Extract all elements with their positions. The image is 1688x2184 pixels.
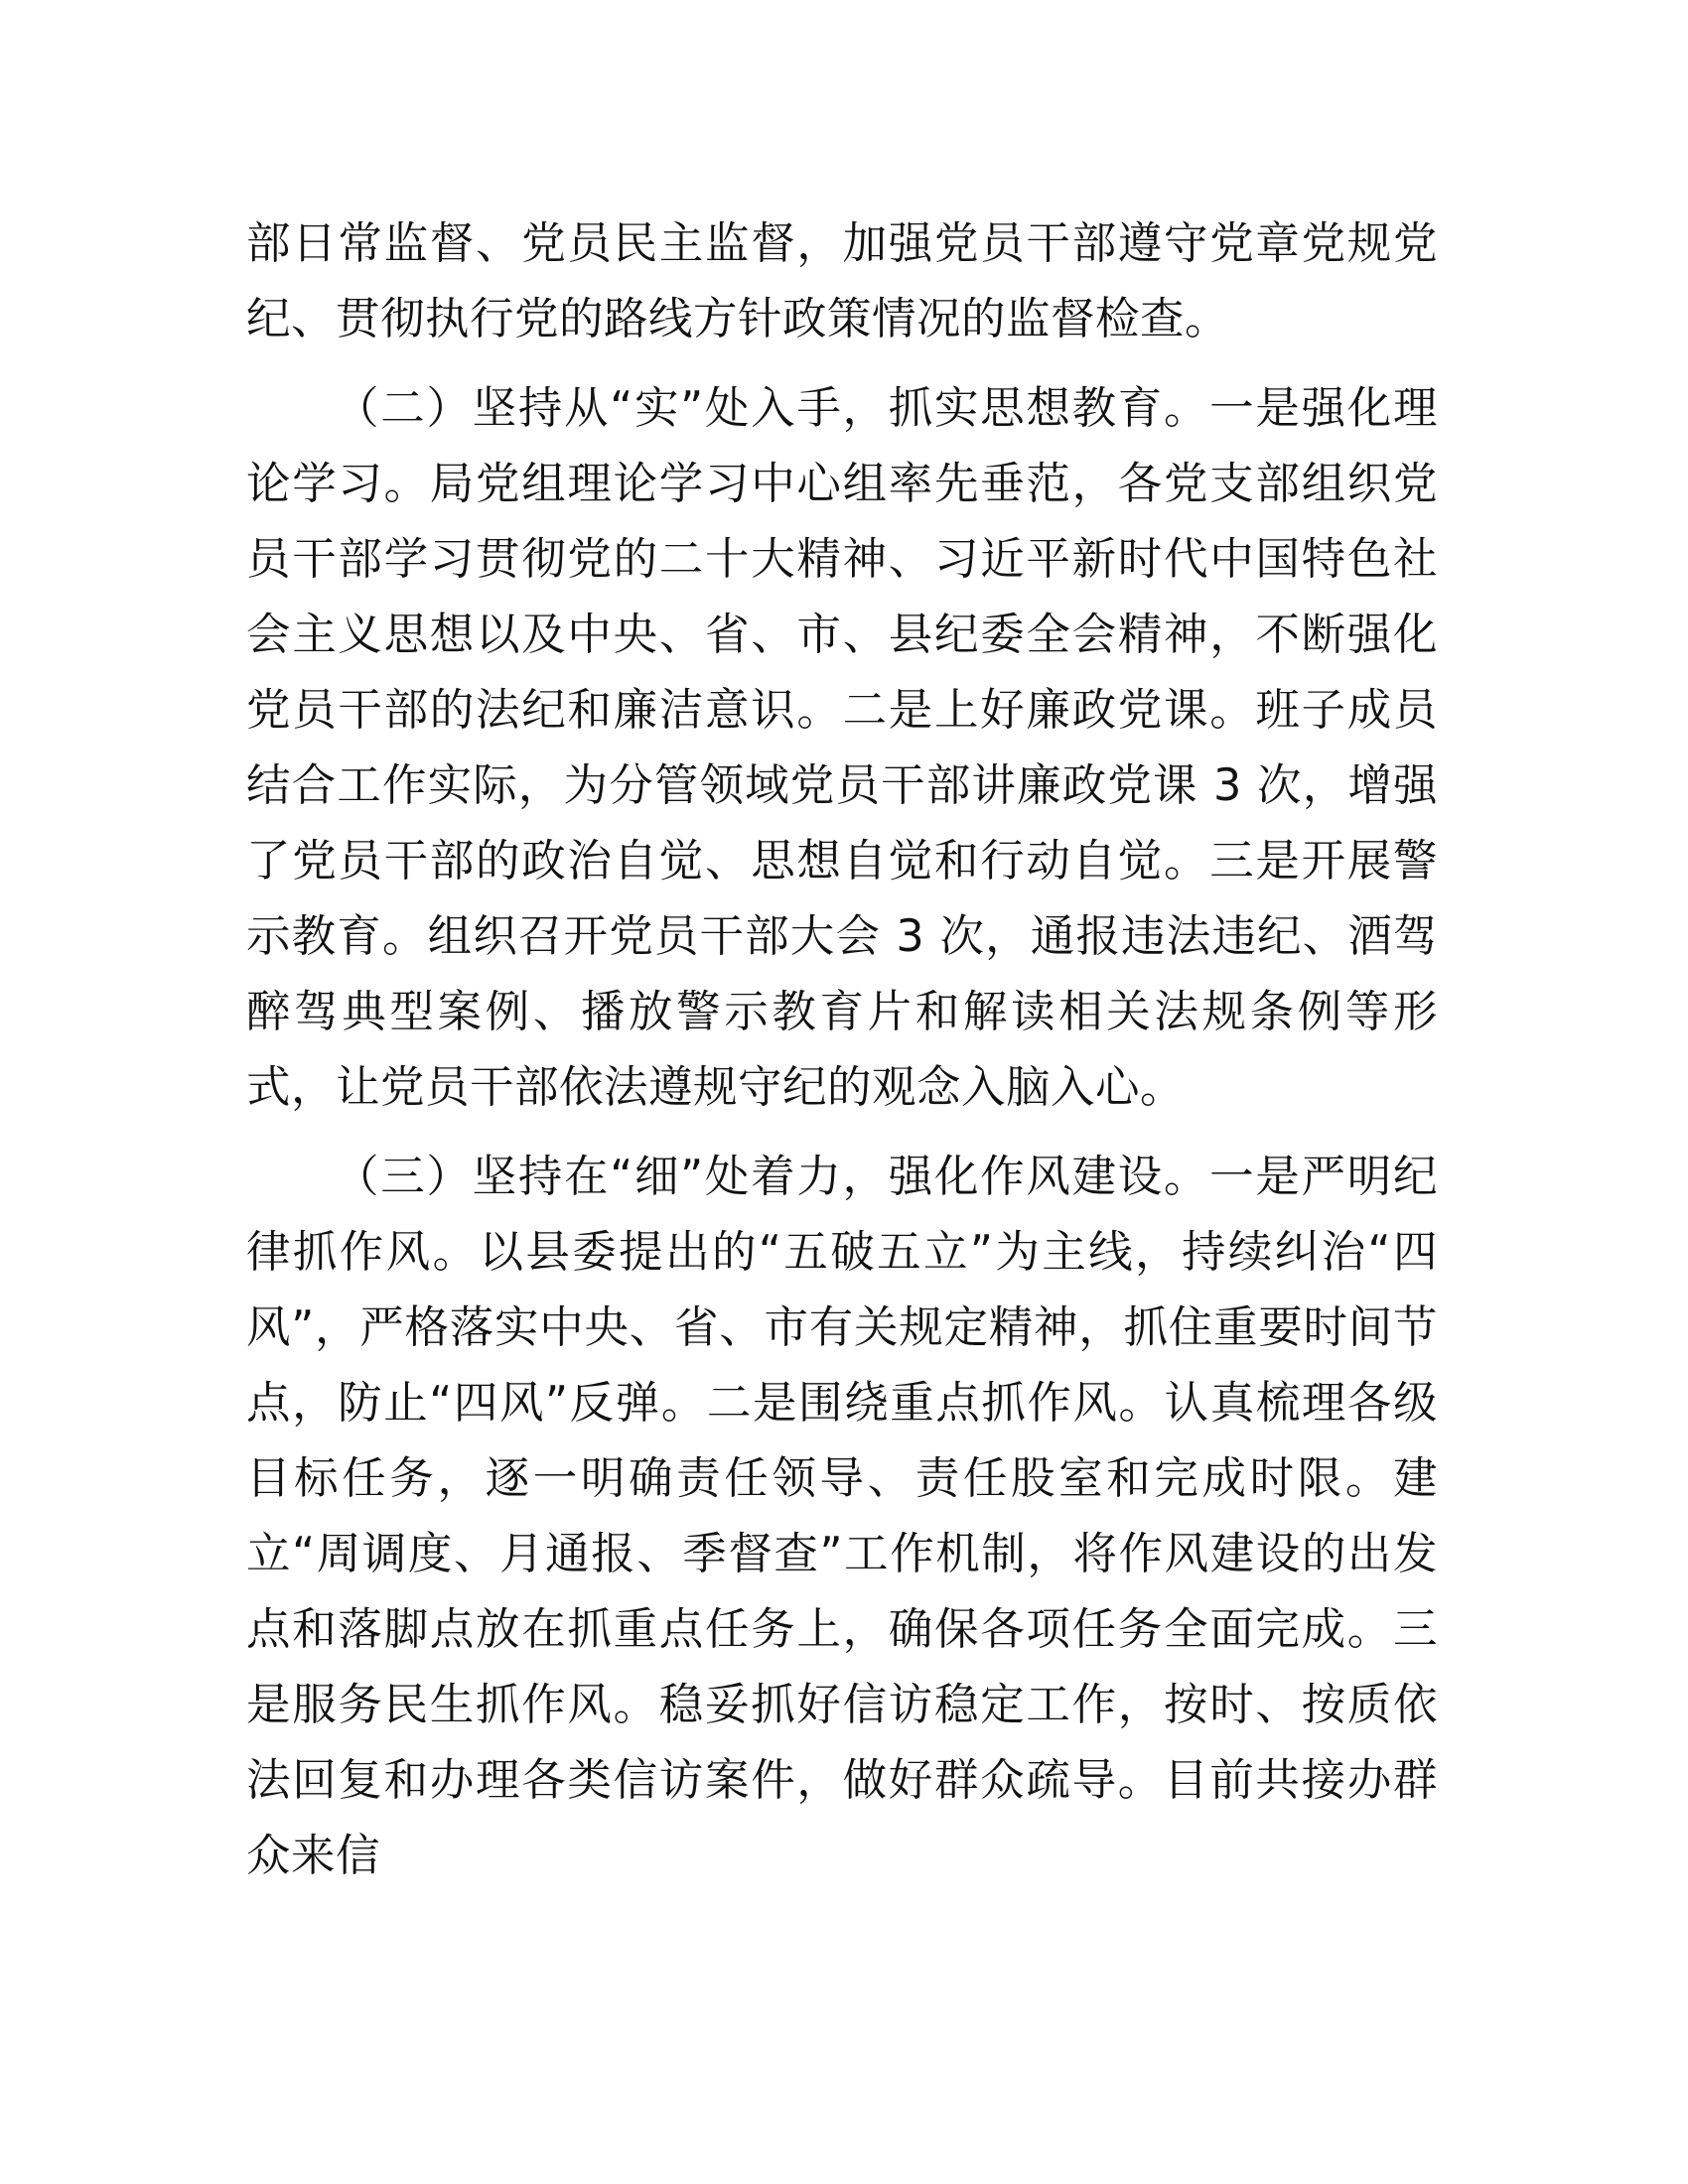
paragraph-continuation: 部日常监督、党员民主监督，加强党员干部遵守党章党规党纪、贯彻执行党的路线方针政策情况的监督检查。: [246, 218, 1438, 344]
document-body: [246, 206, 1438, 1900]
paragraph-section-2: （二）坚持从“实”处入手，抓实思想教育。一是强化理论学习。局党组理论学习中心组率先垂范，各党支部组织党员干部学习贯彻党的二十大精神、习近平新时代中国特色社会主义思想以及中央、省、市、县纪委全会精神，不断强化党员干部的法纪和廉洁意识。二是上好廉政党课。班子成员结合工作实际，为分管领域党员干部讲廉政党课 3 次，增强了党员干部的政治自觉、思想自觉和行动自觉。三是开展警示教育。组织召开党员干部大会 3 次，通报违法违纪、酒驾醉驾典型案例、播放警示教育片和解读相关法规条例等形式，让党员干部依法遵规守纪的观念入脑入心。: [246, 383, 1438, 1113]
paragraph-section-3: （三）坚持在“细”处着力，强化作风建设。一是严明纪律抓作风。以县委提出的“五破五立”为主线，持续纠治“四风”，严格落实中央、省、市有关规定精神，抓住重要时间节点，防止“四风”反弹。二是围绕重点抓作风。认真梳理各级目标任务，逐一明确责任领导、责任股室和完成时限。建立“周调度、月通报、季督查”工作机制，将作风建设的出发点和落脚点放在抓重点任务上，确保各项任务全面完成。三是服务民生抓作风。稳妥抓好信访稳定工作，按时、按质依法回复和办理各类信访案件，做好群众疏导。目前共接办群众来信: [246, 1152, 1438, 1881]
